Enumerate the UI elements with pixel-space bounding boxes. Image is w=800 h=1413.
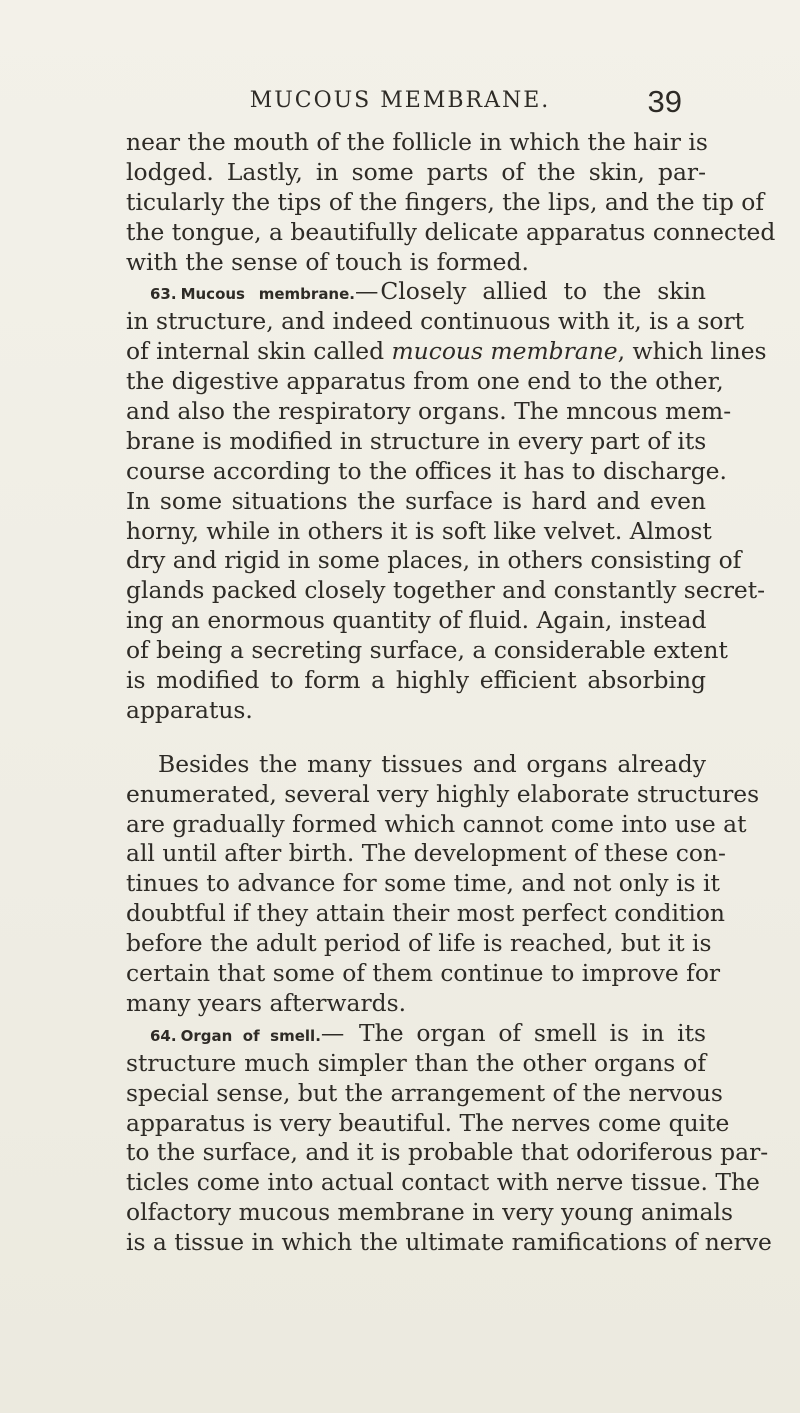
text-line: course according to the offices it has to discharge.	[126, 456, 727, 485]
body-text	[126, 128, 776, 1258]
text-line: certain that some of them continue to improve for	[126, 959, 721, 988]
section-dash: —	[320, 1018, 345, 1047]
text-line: special sense, but the arrangement of the nervous	[126, 1078, 723, 1107]
text-line: structure much simpler than the other organs of	[126, 1048, 706, 1077]
text-line: doubtful if they attain their most perfect condition	[126, 899, 725, 928]
text-line: many years afterwards.	[126, 988, 407, 1017]
text-line: apparatus is very beautiful. The nerves come quite	[126, 1108, 730, 1137]
text-line: in structure, and indeed continuous with it, is a sort	[126, 307, 745, 336]
text-line: and also the respiratory organs. The mncous mem-	[126, 397, 732, 426]
text-line: the digestive apparatus from one end to the other,	[126, 367, 724, 396]
page-number: 39	[647, 84, 682, 119]
text-line: In some situations the surface is hard and even	[126, 486, 706, 515]
text-line: ing an enormous quantity of fluid. Again, instead	[126, 606, 707, 635]
section-number: 63.	[150, 285, 177, 304]
text-line: to the surface, and it is probable that odoriferous par-	[126, 1138, 769, 1167]
text-line: ticles come into actual contact with nerve tissue. The	[126, 1168, 760, 1197]
section-heading: Mucous membrane.	[180, 285, 355, 304]
text-line: with the sense of touch is formed.	[126, 247, 529, 276]
text-line: brane is modified in structure in every part of its	[126, 426, 707, 455]
text-line: lodged. Lastly, in some parts of the skin, par-	[126, 157, 706, 186]
text-line: tinues to advance for some time, and not only is it	[126, 869, 720, 898]
text-line: apparatus.	[126, 695, 253, 724]
text-line: before the adult period of life is reached, but it is	[126, 929, 712, 958]
section-63-first-line	[126, 277, 706, 307]
section-heading: Organ of smell.	[180, 1026, 321, 1045]
text-line: dry and rigid in some places, in others consisting of	[126, 546, 742, 575]
running-title: MUCOUS MEMBRANE.	[249, 88, 551, 113]
text-line: glands packed closely together and constantly secret-	[126, 576, 766, 605]
text-line: is a tissue in which the ultimate ramifications of nerve	[126, 1228, 772, 1257]
text-line: all until after birth. The development of these con-	[126, 839, 726, 868]
italic-term: mucous membrane	[391, 337, 618, 366]
text-fragment: Closely allied to the skin	[380, 277, 706, 306]
text-line: the tongue, a beautifully delicate apparatus connected	[126, 217, 776, 246]
text-fragment: The organ of smell is in its	[346, 1018, 706, 1047]
text-line: is modified to form a highly efficient absorbing	[126, 666, 706, 695]
text-line: near the mouth of the follicle in which the hair is	[126, 128, 708, 156]
text-line: of being a secreting surface, a considerable extent	[126, 636, 728, 665]
section-dash: —	[355, 277, 379, 306]
text-line: olfactory mucous membrane in very young animals	[126, 1198, 733, 1227]
text-line: are gradually formed which cannot come into use at	[126, 809, 747, 838]
text-line: horny, while in others it is soft like velvet. Almost	[126, 516, 712, 545]
section-64-first-line	[126, 1019, 706, 1049]
running-head	[0, 84, 800, 118]
text-fragment: , which lines	[617, 337, 767, 366]
text-line: ticularly the tips of the fingers, the lips, and the tip of	[126, 187, 765, 216]
text-fragment: of internal skin called	[126, 337, 392, 366]
section-number: 64.	[150, 1026, 177, 1045]
text-line: enumerated, several very highly elaborate structures	[126, 779, 760, 808]
text-line: Besides the many tissues and organs already	[158, 749, 706, 778]
text-line	[126, 337, 767, 367]
